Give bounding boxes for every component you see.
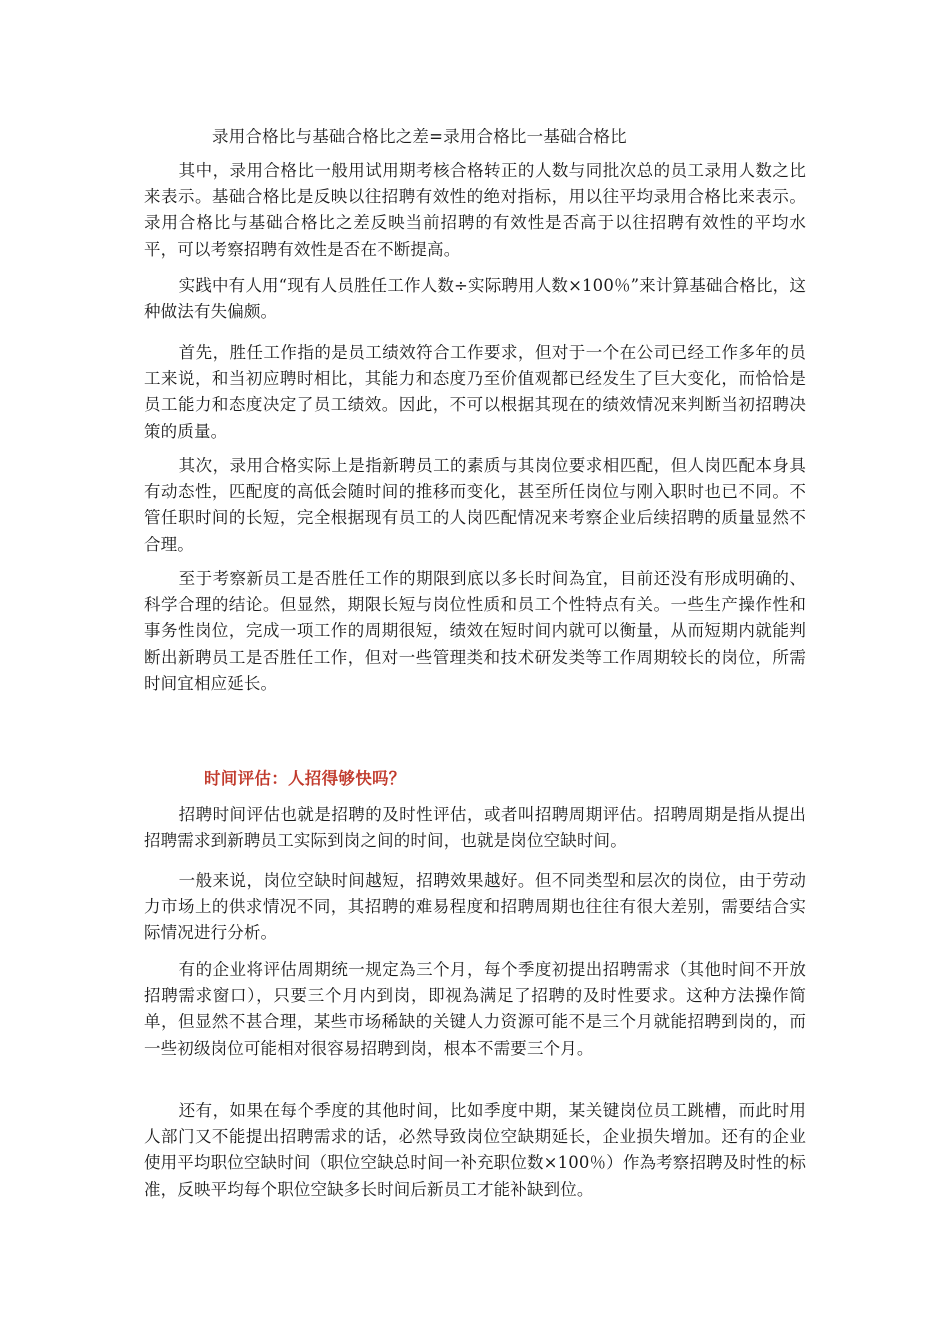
paragraph-time-eval: 招聘时间评估也就是招聘的及时性评估，或者叫招聘周期评估。招聘周期是指从提出招聘需求到新聘员工实际到岗之间的时间，也就是岗位空缺时间。 [144,805,806,851]
formula-line: 录用合格比与基础合格比之差=录用合格比一基础合格比 [212,127,627,146]
paragraph-definition: 其中，录用合格比一般用试用期考核合格转正的人数与同批次总的员工录用人数之比来表示。基础合格比是反映以往招聘有效性的绝对指标，用以往平均录用合格比来表示。录用合格比与基础合格比之差反映当前招聘的有效性是否高于以往招聘有效性的平均水平，可以考察招聘有效性是否在不断提高。 [144,161,806,259]
paragraph-first: 首先，胜任工作指的是员工绩效符合工作要求，但对于一个在公司已经工作多年的员工来说，和当初应聘时相比，其能力和态度乃至价值观都已经发生了巨大变化，而恰恰是员工能力和态度决定了员工绩效。因此，不可以根据其现在的绩效情况来判断当初招聘决策的质量。 [144,343,806,441]
paragraph-term: 至于考察新员工是否胜任工作的期限到底以多长时间為宜，目前还没有形成明确的、科学合理的结论。但显然，期限长短与岗位性质和员工个性特点有关。一些生产操作性和事务性岗位，完成一项工作的周期很短，绩效在短时间内就可以衡量，从而短期内就能判断出新聘员工是否胜任工作，但对一些管理类和技术研发类等工作周期较长的岗位，所需时间宜相应延长。 [144,569,806,693]
section-heading: 时间评估：人招得够快吗？ [204,769,406,788]
paragraph-practice: 实践中有人用“现有人员胜任工作人数÷实际聘用人数×100％”来计算基础合格比，这种做法有失偏颇。 [144,276,806,322]
paragraph-quarterly: 有的企业将评估周期统一规定為三个月，每个季度初提出招聘需求（其他时间不开放招聘需求窗口），只要三个月内到岗，即视為满足了招聘的及时性要求。这种方法操作简单，但显然不甚合理，某些市场稀缺的关键人力资源可能不是三个月就能招聘到岗的，而一些初级岗位可能相对很容易招聘到岗，根本不需要三个月。 [144,960,806,1058]
paragraph-average: 还有，如果在每个季度的其他时间，比如季度中期，某关键岗位员工跳槽，而此时用人部门又不能提出招聘需求的话，必然导致岗位空缺期延长，企业损失增加。还有的企业使用平均职位空缺时间（职位空缺总时间一补充职位数×100％）作為考察招聘及时性的标准，反映平均每个职位空缺多长时间后新员工才能补缺到位。 [144,1101,806,1199]
paragraph-second: 其次，录用合格实际上是指新聘员工的素质与其岗位要求相匹配，但人岗匹配本身具有动态性，匹配度的高低会随时间的推移而变化，甚至所任岗位与刚入职时也已不同。不管任职时间的长短，完全根据现有员工的人岗匹配情况来考察企业后续招聘的质量显然不合理。 [144,456,806,554]
paragraph-general: 一般来说，岗位空缺时间越短，招聘效果越好。但不同类型和层次的岗位，由于劳动力市场上的供求情况不同，其招聘的难易程度和招聘周期也往往有很大差别，需要结合实际情况进行分析。 [144,871,806,943]
